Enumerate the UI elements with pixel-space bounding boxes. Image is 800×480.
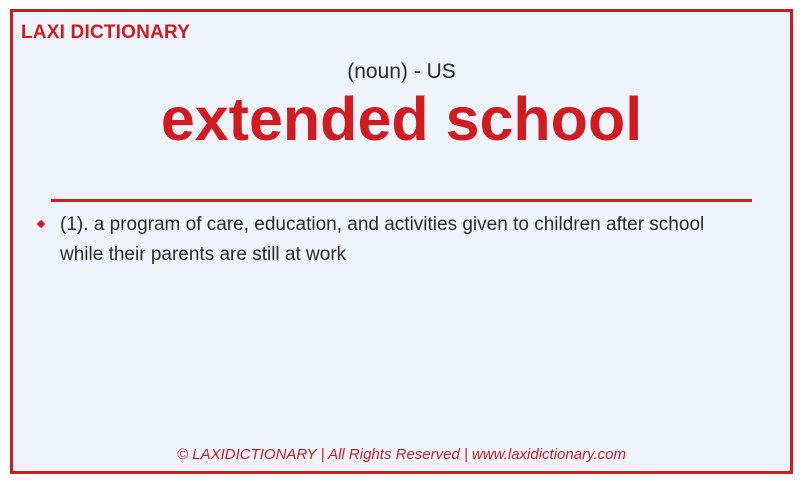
- diamond-bullet-icon: [37, 220, 45, 228]
- definition-text: (1). a program of care, education, and activities given to children after school while their parents are still at work: [60, 214, 705, 265]
- part-of-speech: (noun) - US: [347, 60, 456, 83]
- definition-list: [13, 210, 790, 270]
- footer-copyright: © LAXIDICTIONARY | All Rights Reserved | www.laxidictionary.com: [177, 446, 626, 463]
- brand-logo-text: LAXI DICTIONARY: [21, 22, 191, 43]
- dictionary-card: [10, 9, 793, 474]
- headword: extended school: [160, 85, 643, 153]
- definition-item: [13, 210, 790, 270]
- divider: [51, 199, 752, 202]
